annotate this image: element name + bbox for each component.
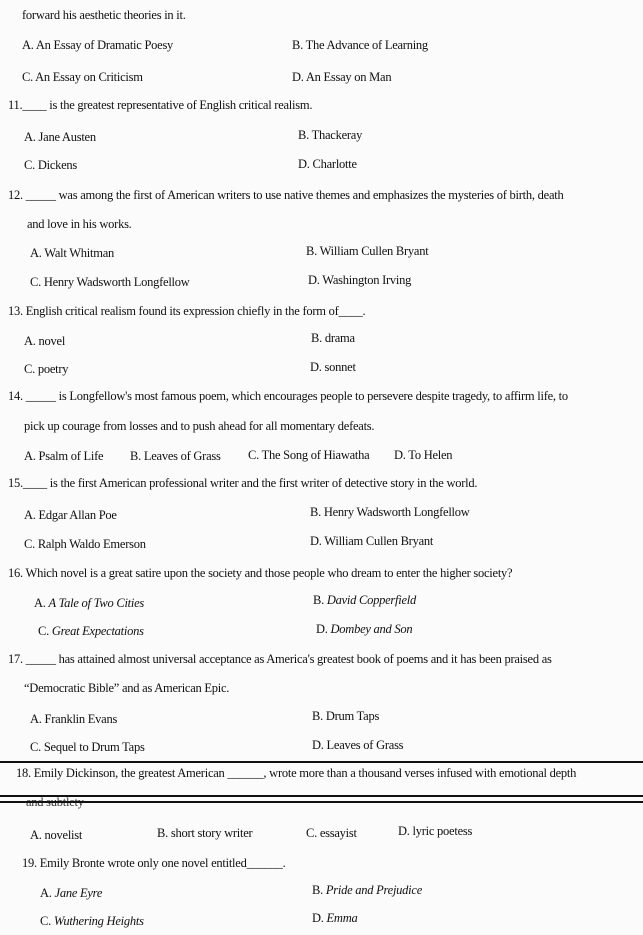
q13-option-c: C. poetry xyxy=(24,362,69,376)
q12-option-a: A. Walt Whitman xyxy=(30,246,115,260)
q14-stem-line2: pick up courage from losses and to push ahead for all momentary defeats. xyxy=(24,419,375,433)
q14-option-a: A. Psalm of Life xyxy=(24,449,104,463)
q13-option-a: A. novel xyxy=(24,334,66,348)
q11-option-d: D. Charlotte xyxy=(298,157,357,171)
q12-stem-line1: 12. _____ was among the first of American writers to use native themes and emphasizes the mysteries of birth, death xyxy=(8,188,564,202)
q11-option-c: C. Dickens xyxy=(24,158,78,172)
q16-option-a: A. A Tale of Two Cities xyxy=(34,596,145,610)
q14-stem-line1: 14. _____ is Longfellow's most famous poem, which encourages people to persevere despite tragedy, to affirm life, to xyxy=(8,389,568,403)
q18-option-b: B. short story writer xyxy=(157,826,253,840)
mid-rule-line-lower xyxy=(0,801,643,803)
q10-option-a: A. An Essay of Dramatic Poesy xyxy=(22,38,174,52)
q19-option-a: A. Jane Eyre xyxy=(40,886,103,900)
q13-option-d: D. sonnet xyxy=(310,360,356,374)
q16-option-c: C. Great Expectations xyxy=(38,624,144,638)
q14-option-c: C. The Song of Hiawatha xyxy=(248,448,370,462)
q15-stem: 15.____ is the first American professional writer and the first writer of detective story in the world. xyxy=(8,476,478,490)
q18-stem-line1: 18. Emily Dickinson, the greatest American ______, wrote more than a thousand verses infused with emotional depth xyxy=(16,766,577,780)
q10-option-d: D. An Essay on Man xyxy=(292,70,392,84)
q15-option-b: B. Henry Wadsworth Longfellow xyxy=(310,505,470,519)
q18-stem-line2: and subtlety xyxy=(26,795,84,809)
q17-option-d: D. Leaves of Grass xyxy=(312,738,404,752)
q18-option-a: A. novelist xyxy=(30,828,83,842)
q11-stem: 11.____ is the greatest representative of English critical realism. xyxy=(8,98,313,112)
q10-option-b: B. The Advance of Learning xyxy=(292,38,428,52)
q12-option-d: D. Washington Irving xyxy=(308,273,412,287)
q15-option-c: C. Ralph Waldo Emerson xyxy=(24,537,146,551)
q13-option-b: B. drama xyxy=(311,331,355,345)
q19-option-d: D. Emma xyxy=(312,911,358,925)
q17-option-b: B. Drum Taps xyxy=(312,709,380,723)
q17-option-c: C. Sequel to Drum Taps xyxy=(30,740,145,754)
q10-stem-end: forward his aesthetic theories in it. xyxy=(22,8,186,22)
q11-option-a: A. Jane Austen xyxy=(24,130,96,144)
q16-stem: 16. Which novel is a great satire upon the society and those people who dream to enter the higher society? xyxy=(8,566,513,580)
q14-option-d: D. To Helen xyxy=(394,448,453,462)
q16-option-d: D. Dombey and Son xyxy=(316,622,413,636)
q14-option-b: B. Leaves of Grass xyxy=(130,449,221,463)
top-rule-line xyxy=(0,761,643,763)
q11-option-b: B. Thackeray xyxy=(298,128,363,142)
q15-option-a: A. Edgar Allan Poe xyxy=(24,508,117,522)
q12-option-b: B. William Cullen Bryant xyxy=(306,244,429,258)
q17-stem-line2: “Democratic Bible” and as American Epic. xyxy=(24,681,230,695)
q19-option-b: B. Pride and Prejudice xyxy=(312,883,422,897)
q18-option-c: C. essayist xyxy=(306,826,357,840)
q15-option-d: D. William Cullen Bryant xyxy=(310,534,434,548)
mid-rule-line-upper xyxy=(0,795,643,797)
q19-option-c: C. Wuthering Heights xyxy=(40,914,144,928)
q12-option-c: C. Henry Wadsworth Longfellow xyxy=(30,275,190,289)
q17-option-a: A. Franklin Evans xyxy=(30,712,118,726)
q13-stem: 13. English critical realism found its expression chiefly in the form of____. xyxy=(8,304,366,318)
q12-stem-line2: and love in his works. xyxy=(27,217,132,231)
q18-option-d: D. lyric poetess xyxy=(398,824,473,838)
q10-option-c: C. An Essay on Criticism xyxy=(22,70,143,84)
q16-option-b: B. David Copperfield xyxy=(313,593,416,607)
q19-stem: 19. Emily Bronte wrote only one novel entitled______. xyxy=(22,856,286,870)
q17-stem-line1: 17. _____ has attained almost universal acceptance as America's greatest book of poems and it has been praised as xyxy=(8,652,552,666)
